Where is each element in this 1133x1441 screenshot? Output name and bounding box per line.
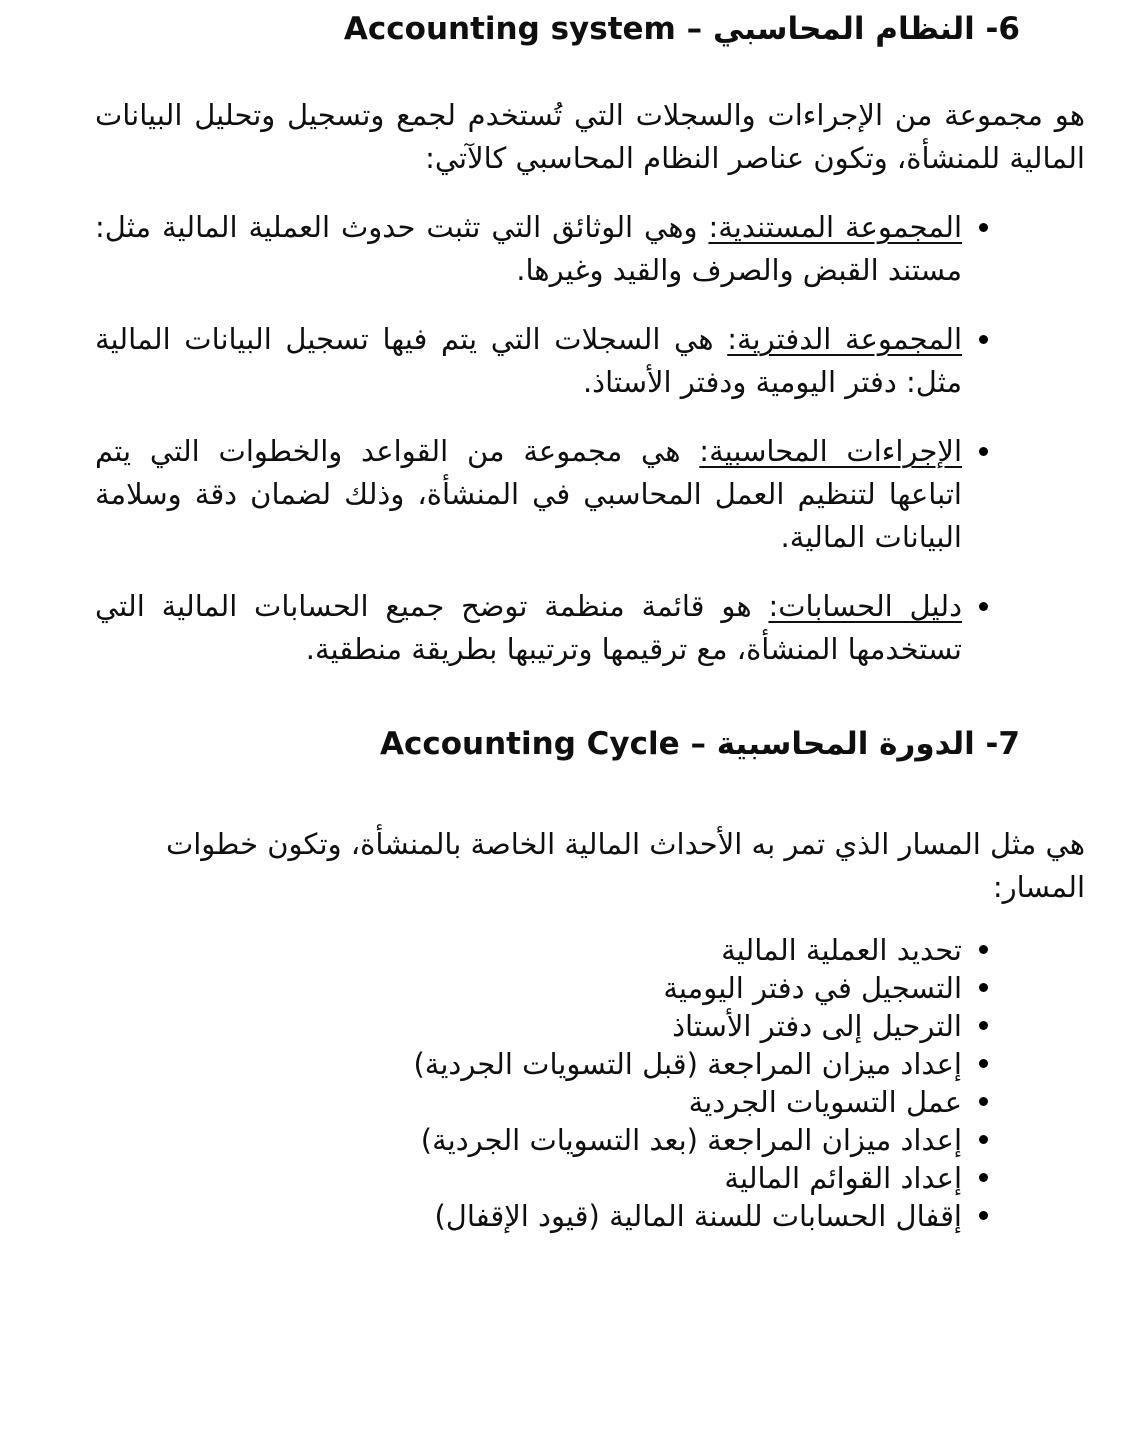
section-7-heading: 7- الدورة المحاسبية – Accounting Cycle bbox=[380, 726, 1020, 762]
definition-text: هو قائمة منظمة توضح جميع الحسابات المالية التي تستخدمها المنشأة، مع ترقيمها وترتيبها بطريقة منطقية. bbox=[95, 589, 962, 666]
bullet-icon bbox=[979, 447, 988, 456]
step-label: إعداد ميزان المراجعة (قبل التسويات الجردية) bbox=[413, 1047, 962, 1081]
definition-body bbox=[95, 318, 962, 404]
step-item bbox=[95, 969, 988, 1007]
bullet-icon bbox=[979, 1135, 988, 1144]
definition-body bbox=[95, 430, 962, 559]
definition-lead: المجموعة المستندية: bbox=[708, 210, 962, 244]
step-label: إعداد القوائم المالية bbox=[724, 1161, 962, 1195]
bullet-icon bbox=[979, 1021, 988, 1030]
bullet-icon bbox=[979, 1097, 988, 1106]
step-label: تحديد العملية المالية bbox=[721, 933, 962, 967]
definition-text: هي السجلات التي يتم فيها تسجيل البيانات المالية مثل: دفتر اليومية ودفتر الأستاذ. bbox=[95, 322, 962, 399]
step-item bbox=[95, 931, 988, 969]
definition-lead: الإجراءات المحاسبية: bbox=[699, 434, 962, 468]
step-label: عمل التسويات الجردية bbox=[688, 1085, 962, 1119]
definition-text: هي مجموعة من القواعد والخطوات التي يتم اتباعها لتنظيم العمل المحاسبي في المنشأة، وذلك لضمان دقة وسلامة البيانات المالية. bbox=[95, 434, 962, 554]
definitions-list bbox=[95, 206, 1085, 671]
step-label: إقفال الحسابات للسنة المالية (قيود الإقفال) bbox=[434, 1199, 962, 1233]
definition-item bbox=[95, 585, 988, 671]
definition-body bbox=[95, 206, 962, 292]
step-item bbox=[95, 1083, 988, 1121]
step-item bbox=[95, 1121, 988, 1159]
step-item bbox=[95, 1045, 988, 1083]
step-label: الترحيل إلى دفتر الأستاذ bbox=[672, 1009, 962, 1043]
section-accounting-cycle bbox=[95, 721, 1085, 1235]
section-accounting-system bbox=[95, 6, 1085, 671]
step-item bbox=[95, 1159, 988, 1197]
definition-item bbox=[95, 430, 988, 559]
bullet-icon bbox=[979, 223, 988, 232]
step-item bbox=[95, 1007, 988, 1045]
definition-text: وهي الوثائق التي تثبت حدوث العملية المالية مثل: مستند القبض والصرف والقيد وغيرها. bbox=[95, 210, 962, 287]
bullet-icon bbox=[979, 945, 988, 954]
section-6-heading: 6- النظام المحاسبي – Accounting system bbox=[343, 11, 1020, 47]
section-6-intro: هو مجموعة من الإجراءات والسجلات التي تُستخدم لجمع وتسجيل وتحليل البيانات المالية للمنشأة، وتكون عناصر النظام المحاسبي كالآتي: bbox=[95, 98, 1085, 175]
definition-lead: دليل الحسابات: bbox=[768, 589, 963, 623]
definition-body bbox=[95, 585, 962, 671]
steps-list bbox=[95, 931, 1085, 1235]
bullet-icon bbox=[979, 335, 988, 344]
bullet-icon bbox=[979, 1059, 988, 1068]
bullet-icon bbox=[979, 1211, 988, 1220]
bullet-icon bbox=[979, 983, 988, 992]
bullet-icon bbox=[979, 602, 988, 611]
definition-item bbox=[95, 318, 988, 404]
definition-item bbox=[95, 206, 988, 292]
step-item bbox=[95, 1197, 988, 1235]
step-label: التسجيل في دفتر اليومية bbox=[663, 971, 962, 1005]
step-label: إعداد ميزان المراجعة (بعد التسويات الجردية) bbox=[420, 1123, 962, 1157]
definition-lead: المجموعة الدفترية: bbox=[727, 322, 962, 356]
bullet-icon bbox=[979, 1173, 988, 1182]
section-7-intro: هي مثل المسار الذي تمر به الأحداث المالية الخاصة بالمنشأة، وتكون خطوات المسار: bbox=[165, 827, 1085, 904]
